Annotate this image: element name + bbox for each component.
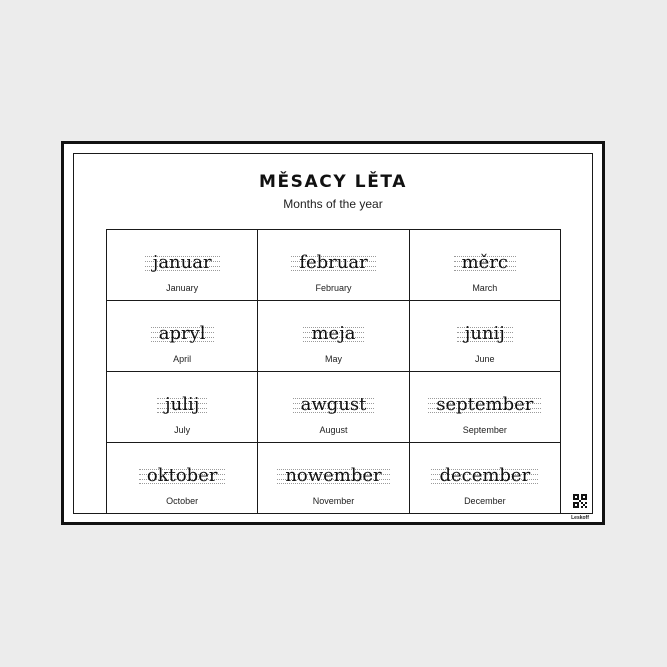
month-english: August [319,425,348,435]
month-word: februar [299,252,368,273]
month-english: March [472,283,498,293]
month-english: January [166,283,199,293]
month-cell [107,443,258,514]
months-grid [106,229,561,514]
month-cell [258,443,409,514]
month-cell [410,301,561,372]
month-cell [107,301,258,372]
month-word: oktober [146,465,218,486]
poster-title: MĚSACY LĚTA [258,172,408,192]
month-word: meja [311,323,356,344]
month-cell [258,230,409,301]
month-word: december [439,465,531,486]
month-english: May [324,354,342,364]
month-english: April [173,354,192,364]
month-cell [410,230,561,301]
month-english: November [312,496,355,506]
month-word: awgust [300,394,367,415]
month-word: julij [165,394,200,415]
month-cell [410,443,561,514]
month-english: July [174,425,191,435]
month-word: nowember [285,465,382,486]
month-english: June [475,354,495,364]
month-cell [107,372,258,443]
month-word: januar [152,252,212,273]
month-english: December [464,496,506,506]
poster-subtitle: Months of the year [283,197,383,211]
qr-code-icon [573,494,587,508]
month-english: September [462,425,507,435]
brand-label: Leskoff [571,515,589,521]
month-english: October [166,496,199,506]
month-cell [258,372,409,443]
month-word: september [436,394,534,415]
month-cell [107,230,258,301]
month-cell [258,301,409,372]
month-word: měrc [461,252,509,273]
month-word: junij [464,323,505,344]
month-word: apryl [158,323,206,344]
month-cell [410,372,561,443]
month-english: February [315,283,352,293]
